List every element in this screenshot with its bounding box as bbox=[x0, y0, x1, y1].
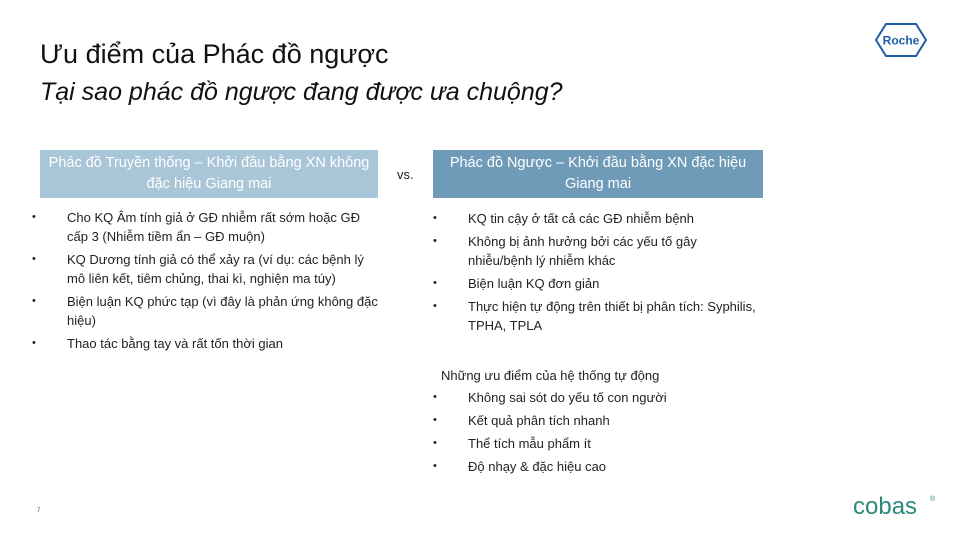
bullet-icon: • bbox=[32, 253, 36, 265]
bullet-icon: • bbox=[433, 460, 437, 472]
cobas-logo-text: cobas bbox=[853, 493, 918, 520]
list-item-text: Cho KQ Âm tính giả ở GĐ nhiễm rất sớm hoặc GĐ cấp 3 (Nhiễm tiềm ẩn – GĐ muộn) bbox=[67, 210, 361, 244]
list-item bbox=[32, 292, 382, 330]
list-item-text: Độ nhạy & đặc hiệu cao bbox=[468, 459, 607, 474]
reverse-algorithm-header-text: Phác đồ Ngược – Khởi đầu bằng XN đặc hiệu Giang mai bbox=[449, 155, 747, 192]
reverse-algorithm-list bbox=[433, 209, 763, 339]
list-item bbox=[32, 208, 382, 246]
list-item bbox=[433, 274, 763, 293]
list-item bbox=[433, 297, 763, 335]
roche-logo bbox=[874, 22, 928, 58]
list-item-text: Thao tác bằng tay và rất tốn thời gian bbox=[67, 336, 283, 351]
bullet-icon: • bbox=[433, 212, 437, 224]
list-item-text: Không bị ảnh hưởng bởi các yếu tố gây nhiễu/bệnh lý nhiễm khác bbox=[468, 234, 697, 268]
list-item-text: Biện luận KQ đơn giản bbox=[468, 276, 600, 291]
list-item bbox=[433, 434, 763, 453]
bullet-icon: • bbox=[433, 391, 437, 403]
registered-icon: ® bbox=[930, 496, 935, 503]
traditional-algorithm-header-text: Phác đồ Truyền thống – Khởi đầu bằng XN không đặc hiệu Giang mai bbox=[48, 155, 370, 192]
bullet-icon: • bbox=[433, 277, 437, 289]
list-item bbox=[32, 334, 382, 353]
bullet-icon: • bbox=[433, 437, 437, 449]
list-item-text: Biện luận KQ phức tạp (vì đây là phản ứng không đặc hiệu) bbox=[67, 294, 378, 328]
bullet-icon: • bbox=[32, 337, 36, 349]
cobas-logo bbox=[853, 491, 935, 521]
roche-logo-text: Roche bbox=[882, 33, 920, 48]
list-item bbox=[433, 388, 763, 407]
vs-label: vs. bbox=[397, 167, 414, 182]
list-item-text: Không sai sót do yếu tố con người bbox=[468, 390, 667, 405]
page-number: 7 bbox=[37, 508, 41, 514]
list-item-text: KQ tin cậy ở tất cả các GĐ nhiễm bệnh bbox=[468, 211, 695, 226]
bullet-icon: • bbox=[32, 295, 36, 307]
bullet-icon: • bbox=[433, 235, 437, 247]
bullet-icon: • bbox=[32, 211, 36, 223]
list-item-text: Kết quả phân tích nhanh bbox=[468, 413, 610, 428]
list-item-text: Thể tích mẫu phẩm ít bbox=[468, 436, 591, 451]
slide-subtitle: Tại sao phác đồ ngược đang được ưa chuộng? bbox=[40, 78, 563, 106]
traditional-algorithm-header bbox=[40, 150, 378, 198]
bullet-icon: • bbox=[433, 300, 437, 312]
slide-title: Ưu điểm của Phác đồ ngược bbox=[40, 39, 389, 69]
list-item bbox=[32, 250, 382, 288]
bullet-icon: • bbox=[433, 414, 437, 426]
list-item bbox=[433, 232, 763, 270]
list-item-text: Thực hiện tự động trên thiết bị phân tích: Syphilis, TPHA, TPLA bbox=[468, 299, 756, 333]
traditional-algorithm-list bbox=[32, 208, 382, 357]
list-item bbox=[433, 457, 763, 476]
list-item-text: KQ Dương tính giả có thể xảy ra (ví dụ: các bệnh lý mô liên kết, tiêm chủng, thai kì, nghiện ma túy) bbox=[67, 252, 364, 286]
reverse-algorithm-header bbox=[433, 150, 763, 198]
automation-advantages-title: Những ưu điểm của hệ thống tự động bbox=[441, 368, 660, 383]
automation-advantages-list bbox=[433, 388, 763, 480]
list-item bbox=[433, 209, 763, 228]
list-item bbox=[433, 411, 763, 430]
